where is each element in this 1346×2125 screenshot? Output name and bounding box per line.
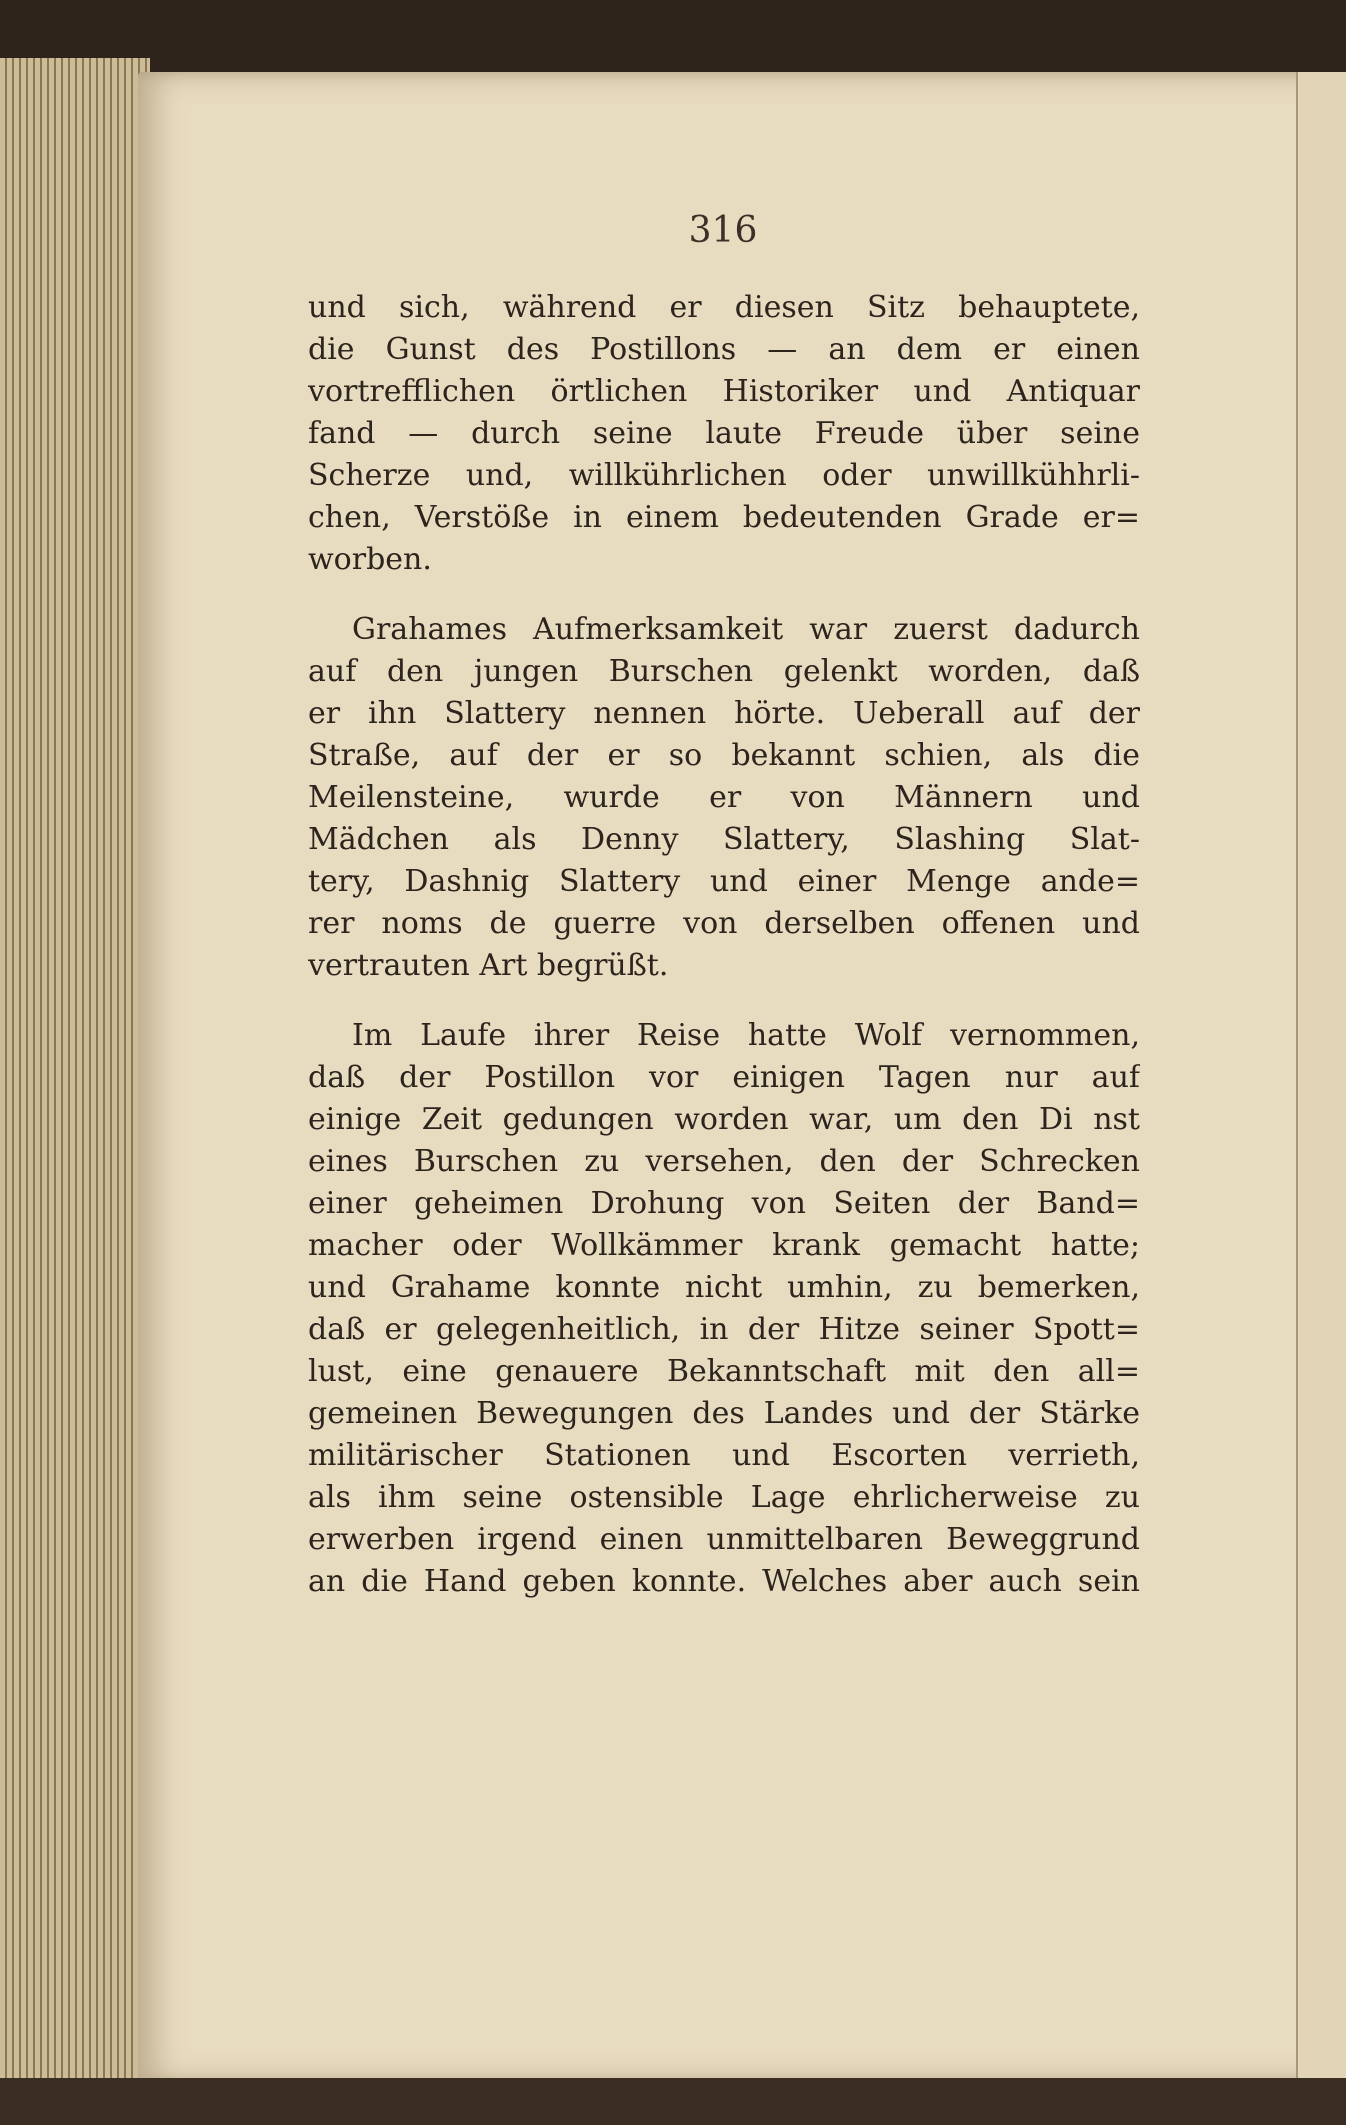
book-cover-bottom	[0, 2078, 1346, 2125]
text-line: worben.	[308, 542, 432, 577]
text-line: militärischer Stationen und Escorten verrieth,	[308, 1438, 1140, 1473]
book-page-edges	[0, 58, 150, 2078]
text-line: Scherze und, willkührlichen oder unwillkühhrli-	[308, 458, 1140, 493]
text-line: gemeinen Bewegungen des Landes und der Stärke	[308, 1396, 1140, 1431]
text-line: Mädchen als Denny Slattery, Slashing Slat-	[308, 822, 1140, 857]
text-line: einige Zeit gedungen worden war, um den Di nst	[308, 1102, 1140, 1137]
text-line: auf den jungen Burschen gelenkt worden, daß	[308, 654, 1140, 689]
text-line: vortrefflichen örtlichen Historiker und Antiquar	[308, 374, 1140, 409]
text-line: lust, eine genauere Bekanntschaft mit den all=	[308, 1354, 1140, 1389]
text-line: tery, Dashnig Slattery und einer Menge ande=	[308, 864, 1140, 899]
text-line: rer noms de guerre von derselben offenen und	[308, 906, 1140, 941]
paragraph-3	[308, 1015, 1140, 1603]
text-line: Grahames Aufmerksamkeit war zuerst dadurch	[352, 612, 1140, 647]
text-line: chen, Verstöße in einem bedeutenden Grade er=	[308, 500, 1140, 535]
text-line: macher oder Wollkämmer krank gemacht hatte;	[308, 1228, 1140, 1263]
text-line: daß er gelegenheitlich, in der Hitze seiner Spott=	[308, 1312, 1140, 1347]
paragraph-1	[308, 287, 1140, 581]
text-line: und sich, während er diesen Sitz behauptete,	[308, 290, 1140, 325]
text-line: einer geheimen Drohung von Seiten der Band=	[308, 1186, 1140, 1221]
text-line: fand — durch seine laute Freude über seine	[308, 416, 1140, 451]
text-line: er ihn Slattery nennen hörte. Ueberall auf der	[308, 696, 1140, 731]
text-line: als ihm seine ostensible Lage ehrlicherweise zu	[308, 1480, 1140, 1515]
paragraph-2	[308, 609, 1140, 987]
page-number: 316	[688, 210, 758, 251]
text-line: eines Burschen zu versehen, den der Schrecken	[308, 1144, 1140, 1179]
text-line: erwerben irgend einen unmittelbaren Beweggrund	[308, 1522, 1140, 1557]
text-line: an die Hand geben konnte. Welches aber auch sein	[308, 1564, 1140, 1599]
facing-page-edge	[1296, 72, 1346, 2082]
text-line: und Grahame konnte nicht umhin, zu bemerken,	[308, 1270, 1140, 1305]
text-line: die Gunst des Postillons — an dem er einen	[308, 332, 1140, 367]
body-text	[308, 287, 1140, 1603]
text-line: vertrauten Art begrüßt.	[308, 948, 669, 983]
text-line: Meilensteine, wurde er von Männern und	[308, 780, 1140, 815]
text-line: Im Laufe ihrer Reise hatte Wolf vernommen,	[352, 1018, 1140, 1053]
text-line: daß der Postillon vor einigen Tagen nur auf	[308, 1060, 1140, 1095]
text-line: Straße, auf der er so bekannt schien, als die	[308, 738, 1140, 773]
